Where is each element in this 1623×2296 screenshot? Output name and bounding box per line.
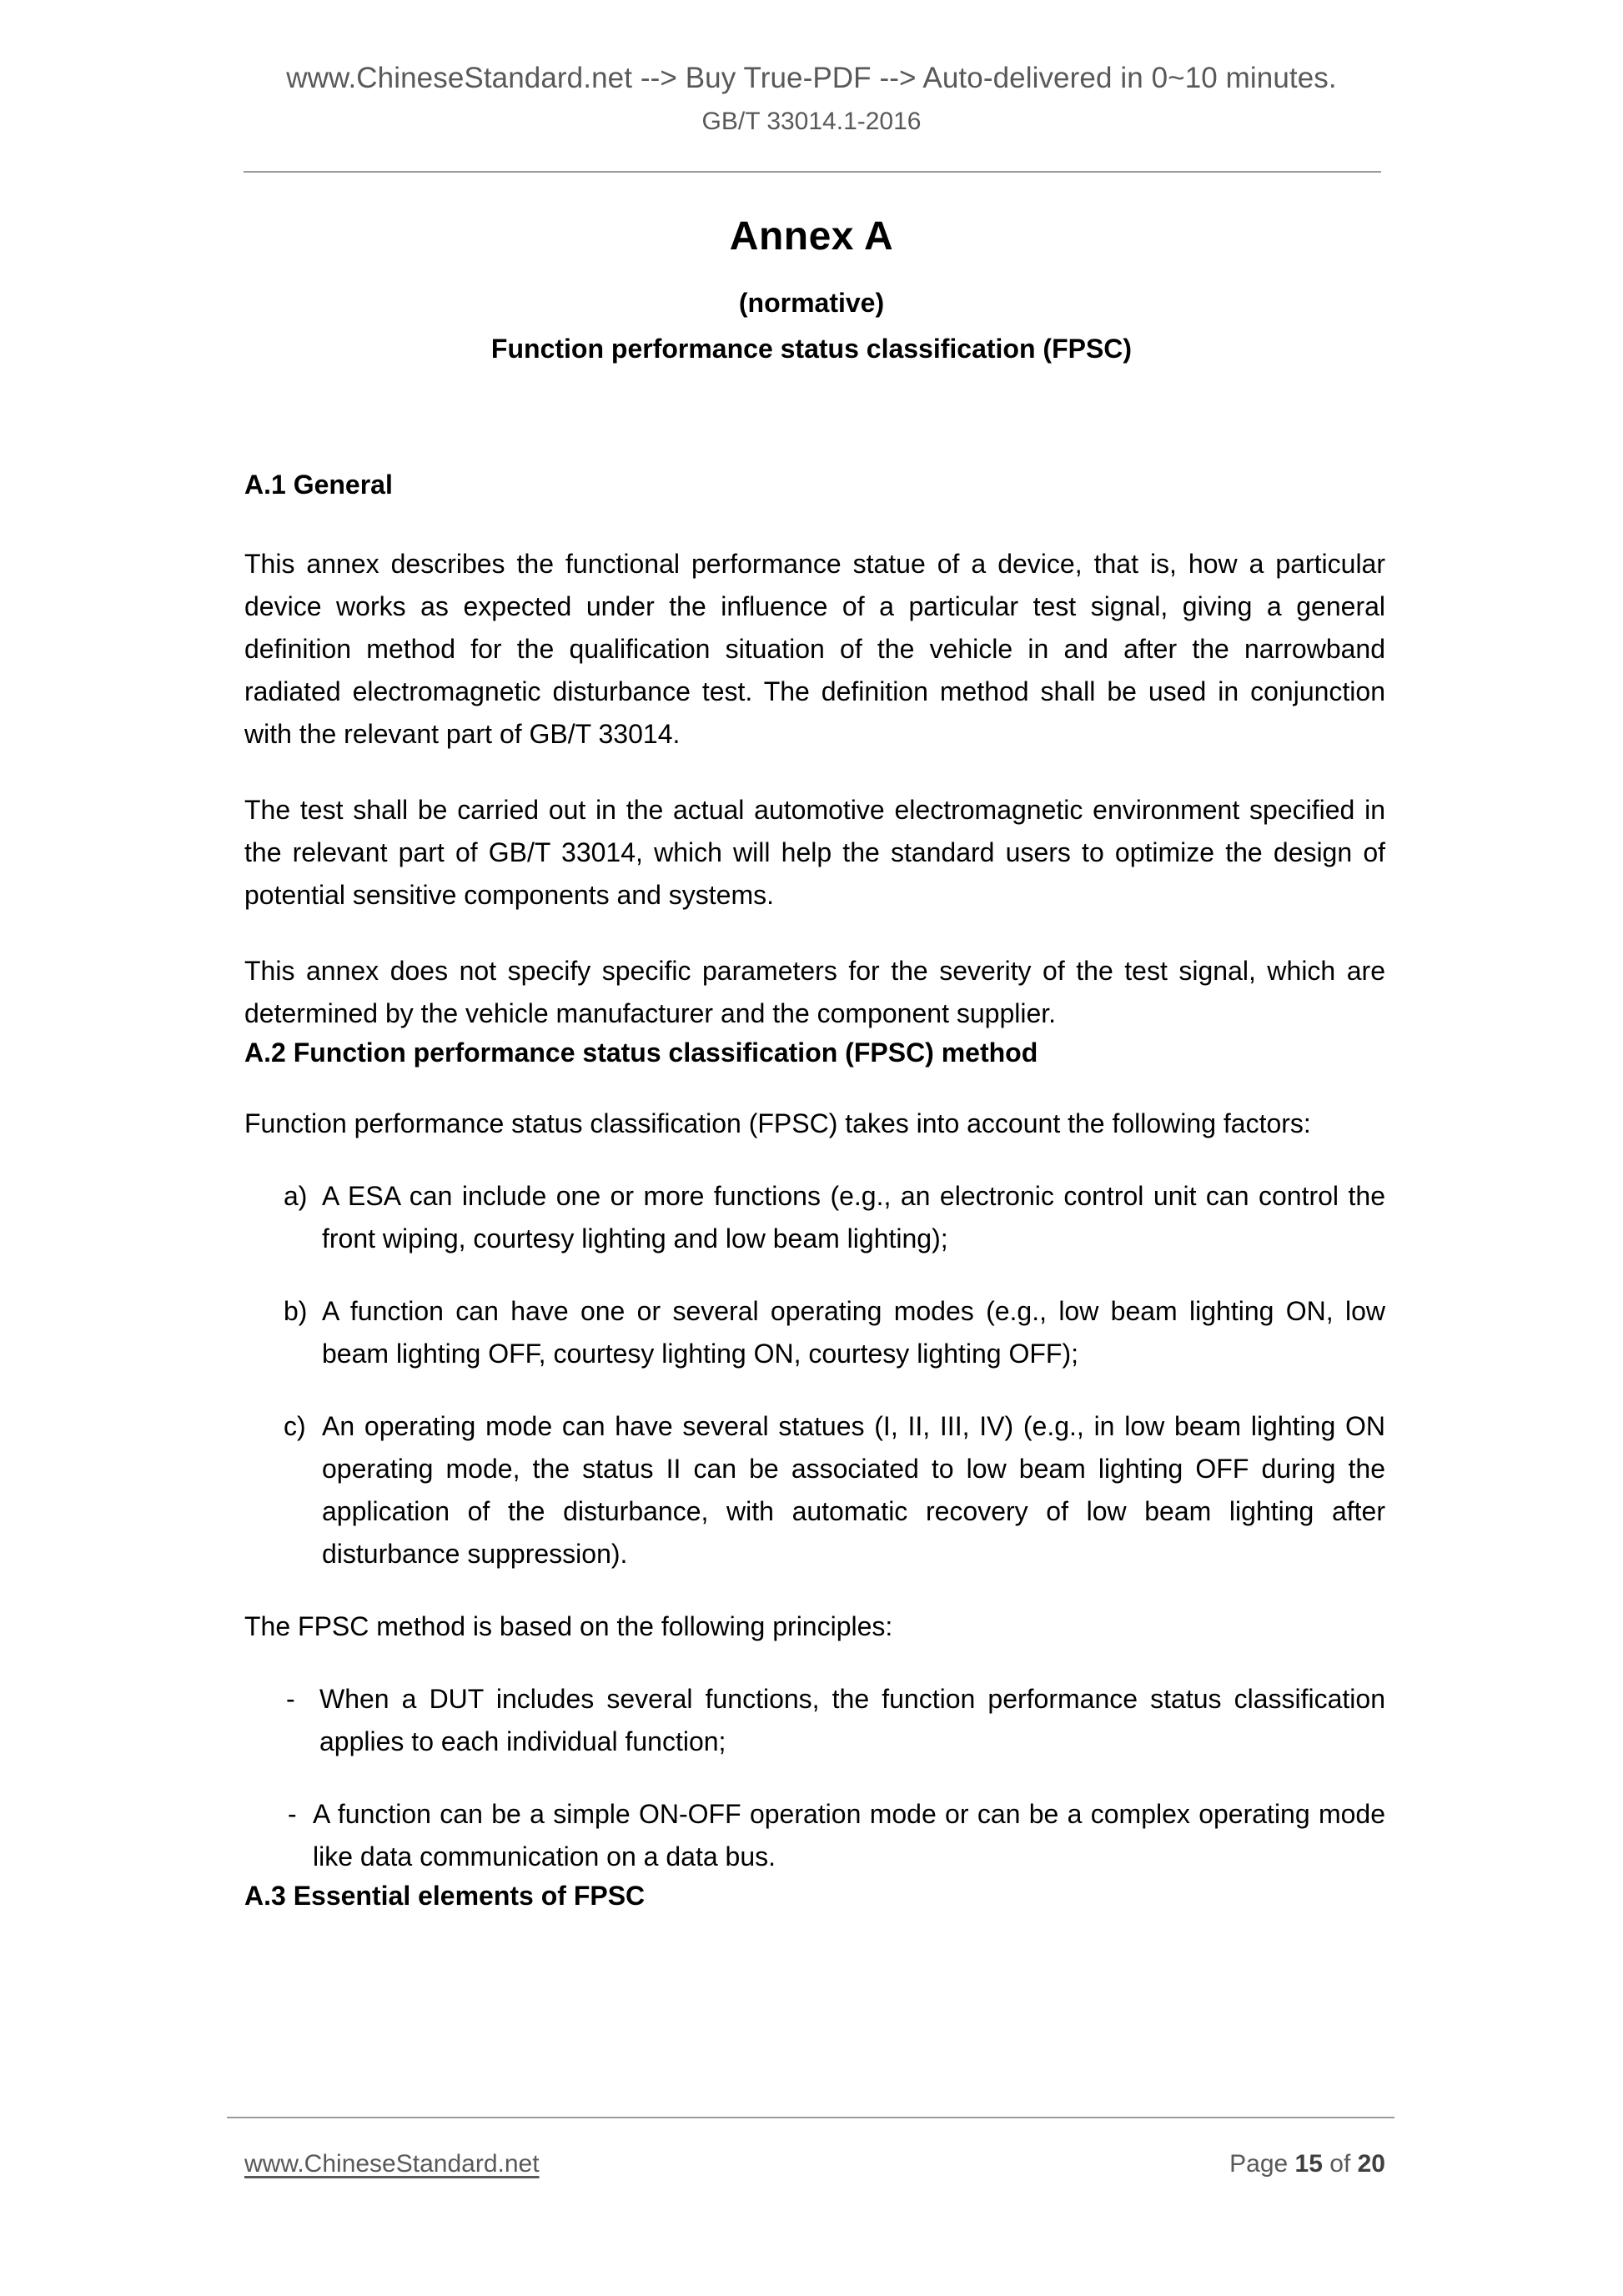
page-current: 15: [1294, 2150, 1323, 2178]
paragraph-a1-3: This annex does not specify specific parameters for the severity of the test signal, which are determined by the vehicle manufacturer and the component supplier.: [244, 956, 1385, 1029]
annex-title-block: [0, 213, 1623, 367]
page-total: 20: [1357, 2150, 1385, 2178]
list-item: [244, 1793, 1385, 1878]
footer-site-link[interactable]: www.ChineseStandard.net: [244, 2150, 540, 2178]
footer-divider: [227, 2117, 1394, 2118]
list-item-text: A function can be a simple ON-OFF operation mode or can be a complex operating mode like data communication on a data bus.: [313, 1799, 1385, 1872]
annex-title: Annex A: [729, 214, 894, 259]
header-divider: [244, 171, 1381, 173]
standard-number: GB/T 33014.1-2016: [701, 107, 922, 135]
document-body: [244, 467, 1385, 1915]
list-item: [244, 1678, 1385, 1763]
list-marker: -: [288, 1799, 297, 1830]
list-item: [244, 1290, 1385, 1375]
list-item: [244, 1175, 1385, 1260]
list-marker: b): [284, 1296, 308, 1327]
annex-subtitle: Function performance status classification (FPSC): [490, 334, 1133, 364]
list-item: [244, 1405, 1385, 1575]
list-marker: c): [284, 1411, 306, 1442]
paragraph-principles-intro: The FPSC method is based on the following principles:: [244, 1611, 893, 1642]
paragraph-a1-2: The test shall be carried out in the actual automotive electromagnetic environment specified in the relevant part of GB/T 33014, which will help the standard users to optimize the design of potential sensitive components and systems.: [244, 795, 1385, 911]
section-heading-a3: A.3 Essential elements of FPSC: [244, 1881, 646, 1912]
list-marker: a): [284, 1181, 308, 1212]
list-marker: -: [286, 1684, 295, 1715]
annex-normative-label: (normative): [738, 287, 885, 318]
paragraph-a2-intro: Function performance status classification (FPSC) takes into account the following factors:: [244, 1108, 1311, 1139]
principles-list: [244, 1678, 1385, 1878]
list-item-text: A function can have one or several operating modes (e.g., low beam lighting ON, low beam lighting OFF, courtesy lighting ON, courtesy lighting OFF);: [322, 1296, 1385, 1369]
factor-list: [244, 1175, 1385, 1575]
paragraph-a1-1: This annex describes the functional performance statue of a device, that is, how a particular device works as expected under the influence of a particular test signal, giving a general definition method for the qualification situation of the vehicle in and after the narrowband radiated electromagnetic disturbance test. The definition method shall be used in conjunction with the relevant part of GB/T 33014.: [244, 549, 1385, 750]
list-item-text: A ESA can include one or more functions (e.g., an electronic control unit can control the front wiping, courtesy lighting and low beam lighting);: [322, 1181, 1385, 1254]
section-heading-a1: A.1 General: [244, 470, 393, 500]
page-label: Page: [1229, 2150, 1295, 2178]
page-header: [0, 60, 1623, 137]
page-of-label: of: [1322, 2150, 1358, 2178]
list-item-text: When a DUT includes several functions, the function performance status classification applies to each individual function;: [319, 1684, 1385, 1757]
promo-banner-text: www.ChineseStandard.net --> Buy True-PDF --> Auto-delivered in 0~10 minutes.: [286, 62, 1337, 94]
page-footer: [244, 2150, 1385, 2178]
page-number-indicator: [1229, 2150, 1385, 2178]
section-heading-a2: A.2 Function performance status classification (FPSC) method: [244, 1037, 1038, 1068]
list-item-text: An operating mode can have several statues (I, II, III, IV) (e.g., in low beam lighting ON operating mode, the status II can be associated to low beam lighting OFF during the application of the disturbance, with automatic recovery of low beam lighting after disturbance suppression).: [322, 1411, 1385, 1570]
